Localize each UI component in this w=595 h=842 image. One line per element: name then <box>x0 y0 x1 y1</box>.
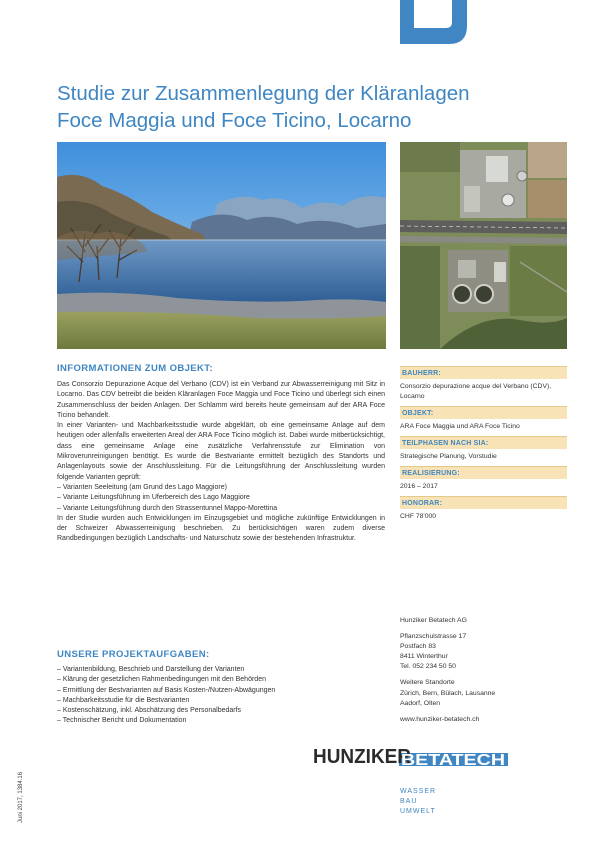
list-item: – Klärung der gesetzlichen Rahmenbedingungen mit den Behörden <box>57 676 266 684</box>
tagline <box>400 787 436 817</box>
other-locations-heading: Weitere Standorte <box>400 679 455 687</box>
info-paragraph-1: Das Consorzio Depurazione Acque del Verbano (CDV) ist ein Verband zur Abwasserreinigung mit Sitz in Locarno. Das CDV betreibt die beiden Kläranlagen Foce Maggia und Foce Ticino und überlegt sich einen Zusammenschluss der beiden Anlagen. Der Schlamm wird bereits heute gemeinsam auf der ARA Foce Ticino behandelt. <box>57 381 385 419</box>
logo-text-betatech: BETATECH <box>401 752 505 769</box>
list-item: – Kostenschätzung, inkl. Abschätzung des Personalbedarfs <box>57 707 242 715</box>
list-item: – Variantenbildung, Beschrieb und Darstellung der Varianten <box>57 666 245 673</box>
tasks-heading: UNSERE PROJEKTAUFGABEN: <box>57 649 210 660</box>
other-locations-line-1: Zürich, Bern, Bülach, Lausanne <box>400 689 496 697</box>
variant-list <box>57 483 385 514</box>
aerial-photo <box>400 142 567 349</box>
list-item: – Machbarkeitsstudie für die Bestvarianten <box>57 696 190 704</box>
project-facts <box>400 366 567 526</box>
hunziker-betatech-logo <box>313 745 508 771</box>
info-body <box>57 380 385 545</box>
company-address <box>400 616 567 725</box>
corner-tab-mark <box>400 0 467 44</box>
list-item: – Varianten Seeleitung (am Grund des Lago Maggiore) <box>57 483 227 491</box>
lake-photo <box>57 142 386 349</box>
fact-label-realization: REALISIERUNG: <box>400 466 567 479</box>
fact-value-fee: CHF 78'000 <box>400 513 437 520</box>
fact-label-fee: HONORAR: <box>400 496 567 509</box>
fact-label-object: OBJEKT: <box>400 406 567 419</box>
list-item: – Ermittlung der Bestvarianten auf Basis Kosten-/Nutzen-Abwägungen <box>57 686 276 694</box>
fact-value-object: ARA Foce Maggia und ARA Foce Ticino <box>400 423 520 430</box>
other-locations-line-2: Aadorf, Olten <box>400 699 441 707</box>
logo-text-hunziker: HUNZIKER <box>313 746 412 768</box>
fact-value-realization: 2016 – 2017 <box>400 483 438 490</box>
fact-value-phases: Strategische Planung, Vorstudie <box>400 453 497 460</box>
document-code: Juni 2017, 1384.16 <box>18 771 24 823</box>
tagline-building: BAU <box>400 798 418 805</box>
list-item: – Variante Leitungsführung im Uferbereich des Lago Maggiore <box>57 494 250 502</box>
tasks-list <box>57 665 385 727</box>
fact-label-phases: TEILPHASEN NACH SIA: <box>400 436 567 449</box>
info-paragraph-3: In der Studie wurden auch Entwicklungen im Einzugsgebiet und mögliche zukünftige Entwicklungen in der Schweizer Abwasserreinigung beschrieben. Zu berücksichtigen waren zudem diverse Randbedingungen bezüglich Landschafts- und Naturschutz sowie der bestehenden Infrastruktur. <box>57 514 385 543</box>
tagline-water: WASSER <box>400 788 437 795</box>
fact-label-client: BAUHERR: <box>400 366 567 379</box>
company-street: Pflanzschulstrasse 17 <box>400 633 467 641</box>
list-item: – Technischer Bericht und Dokumentation <box>57 717 187 725</box>
list-item: – Variante Leitungsführung durch den Strassentunnel Mappo-Morettina <box>57 504 278 512</box>
page-title <box>57 80 557 134</box>
company-phone: Tel. 052 234 50 50 <box>400 663 456 671</box>
company-name: Hunziker Betatech AG <box>400 617 467 624</box>
company-city: 8411 Winterthur <box>400 653 448 661</box>
website-link[interactable]: www.hunziker-betatech.ch <box>400 715 480 723</box>
fact-value-client: Consorzio depurazione acque del Verbano (CDV), Locarno <box>400 383 552 400</box>
info-paragraph-2: In einer Varianten- und Machbarkeitsstudie wurde abgeklärt, ob eine gemeinsame Anlage auf dem heutigen oder allenfalls erweiterten Areal der ARA Foce Ticino möglich ist. Dabei wurde mitberücksichtigt, dass eine gemeinsame Anlage eine zusätzliche Verfahrensstufe zur Elimination von Mikroverunreinigungen benötigt. Es wurde die Bestvariante ermittelt bezüglich des Standorts und Anlagenlayouts sowie der Anschlussleitung. Für die Leitungsführung der Anschlussleitung wurden folgende Varianten geprüft: <box>57 422 385 481</box>
title-line-2: Foce Maggia und Foce Ticino, Locarno <box>57 109 412 132</box>
info-heading: INFORMATIONEN ZUM OBJEKT: <box>57 363 214 374</box>
company-postbox: Postfach 83 <box>400 643 436 651</box>
title-line-1: Studie zur Zusammenlegung der Kläranlagen <box>57 82 470 105</box>
tagline-environment: UMWELT <box>400 808 436 815</box>
